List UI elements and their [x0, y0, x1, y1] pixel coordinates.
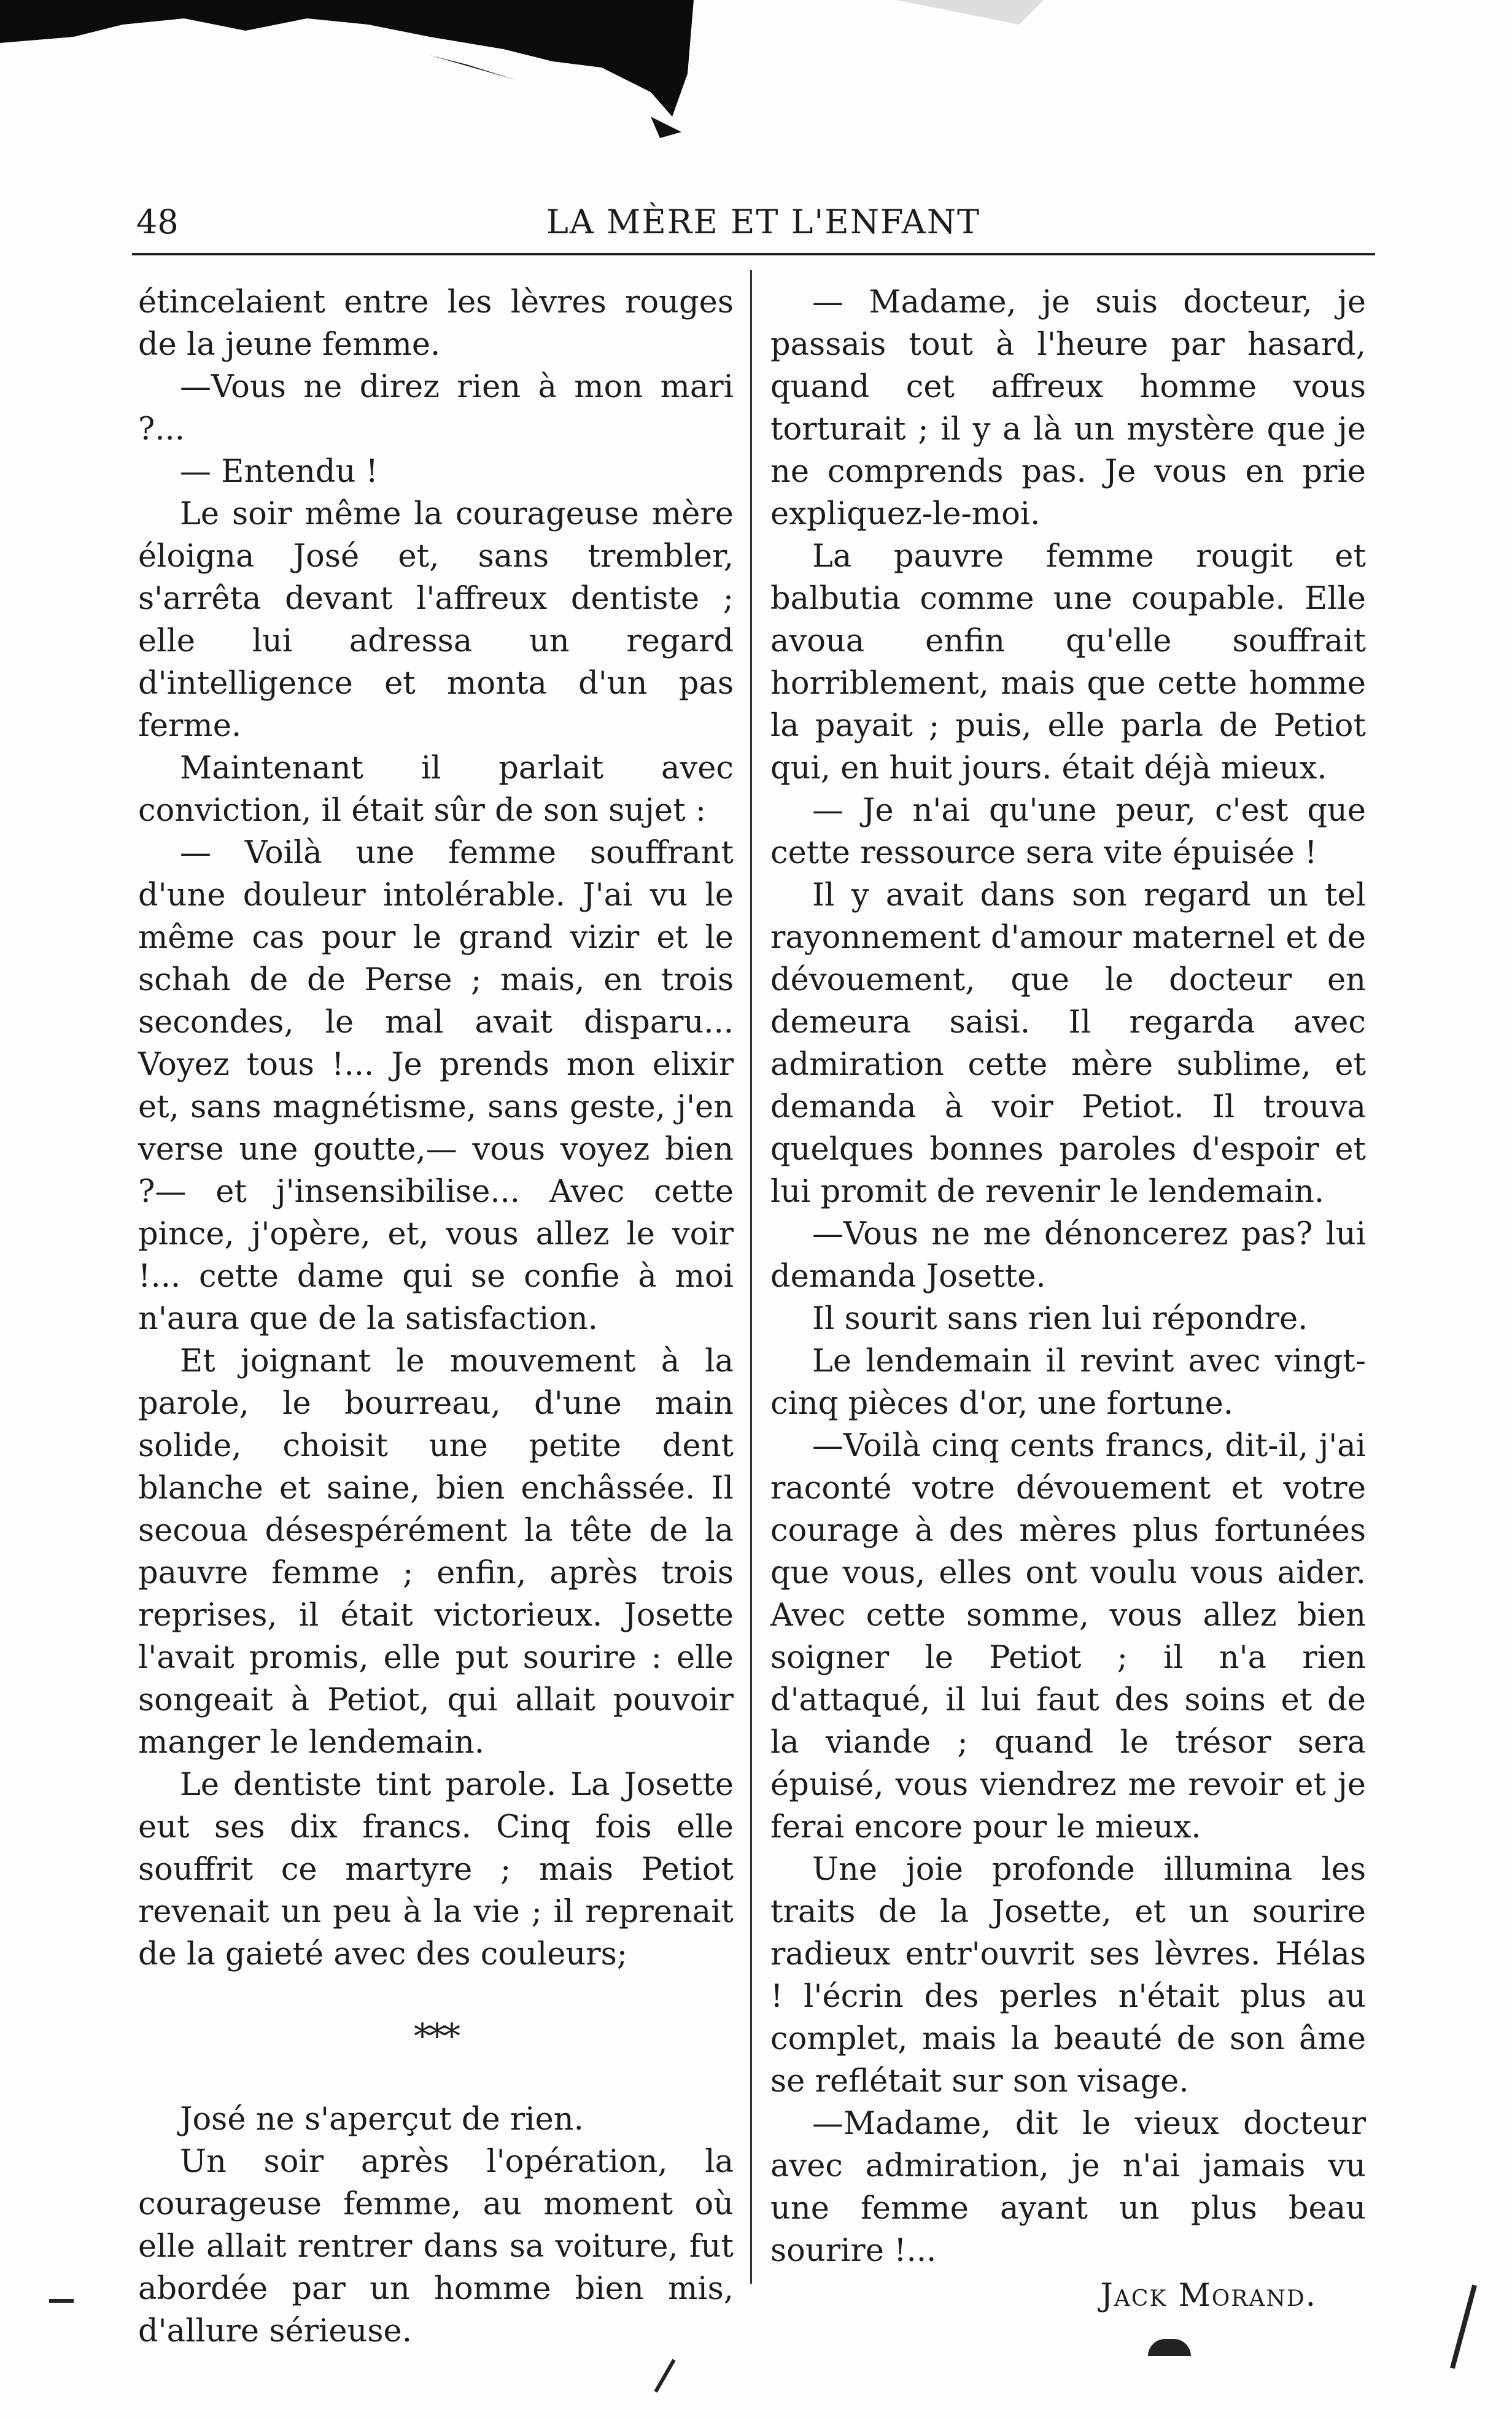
scan-speck: [1450, 2284, 1477, 2368]
paragraph: —Voilà cinq cents francs, dit-il, j'ai raconté votre dévouement et votre courage à des mères plus fortunées que vous, elles ont voulu vous aider. Avec cette somme, vous allez bien soigner le Petiot ; il n'a rien d'attaqué, il lui faut des soins et de la viande ; quand le trésor sera épuisé, vous viendrez me revoir et je ferai encore pour le mieux.: [770, 1428, 1366, 1845]
paragraph: Il sourit sans rien lui répondre.: [812, 1301, 1308, 1337]
right-column: [770, 281, 1366, 2317]
scan-speck: [654, 2359, 675, 2393]
paragraph: Un soir après l'opération, la courageuse femme, au moment où elle allait rentrer dans sa voiture, fut abordée par un homme bien mis, d'allure sérieuse.: [138, 2144, 734, 2349]
paragraph: — Voilà une femme souffrant d'une douleur intolérable. J'ai vu le même cas pour le grand vizir et le schah de de Perse ; mais, en trois secondes, le mal avait disparu... Voyez tous !... Je prends mon elixir et, sans magnétisme, sans geste, j'en verse une goutte,— vous voyez bien ?— et j'insensibilise... Avec cette pince, j'opère, et, vous allez le voir !... cette dame qui se confie à moi n'aura que de la satisfaction.: [138, 835, 734, 1337]
paragraph: — Entendu !: [180, 454, 379, 490]
paragraph: Le soir même la courageuse mère éloigna José et, sans trembler, s'arrêta devant l'affreux dentiste ; elle lui adressa un regard d'intelligence et monta d'un pas ferme.: [138, 496, 734, 744]
paragraph: Il y avait dans son regard un tel rayonnement d'amour maternel et de dévouement, que le docteur en demeura saisi. Il regarda avec admiration cette mère sublime, et demanda à voir Petiot. Il trouva quelques bonnes paroles d'espoir et lui promit de revenir le lendemain.: [770, 877, 1366, 1210]
page-number: 48: [136, 203, 179, 241]
author-signature: Jack Morand.: [1100, 2278, 1317, 2314]
paragraph: — Madame, je suis docteur, je passais tout à l'heure par hasard, quand cet affreux homme vous torturait ; il y a là un mystère que je ne comprends pas. Je vous en prie expliquez-le-moi.: [770, 284, 1366, 532]
paragraph: —Vous ne me dénoncerez pas? lui demanda Josette.: [770, 1216, 1366, 1295]
torn-page-top: [0, 0, 1512, 184]
running-title: LA MÈRE ET L'ENFANT: [546, 203, 980, 241]
paragraph: —Madame, dit le vieux docteur avec admiration, je n'ai jamais vu une femme ayant un plus beau sourire !...: [770, 2106, 1366, 2269]
section-break-asterism: ***: [414, 2017, 458, 2057]
paragraph: La pauvre femme rougit et balbutia comme une coupable. Elle avoua enfin qu'elle souffrait horriblement, mais que cette homme la payait ; puis, elle parla de Petiot qui, en huit jours. était déjà mieux.: [770, 538, 1366, 786]
paragraph: José ne s'aperçut de rien.: [180, 2101, 584, 2138]
paragraph: Maintenant il parlait avec conviction, il était sûr de son sujet :: [138, 750, 734, 829]
paragraph: —Vous ne direz rien à mon mari ?...: [138, 369, 734, 448]
paragraph: Une joie profonde illumina les traits de la Josette, et un sourire radieux entr'ouvrit ses lèvres. Hélas ! l'écrin des perles n'était plus au complet, mais la beauté de son âme se reflétait sur son visage.: [770, 1852, 1366, 2100]
column-divider: [750, 270, 752, 2284]
paragraph: étincelaient entre les lèvres rouges de la jeune femme.: [138, 284, 734, 363]
paragraph: Et joignant le mouvement à la parole, le bourreau, d'une main solide, choisit une petite dent blanche et saine, bien enchâssée. Il secoua désespérément la tête de la pauvre femme ; enfin, après trois reprises, il était victorieux. Josette l'avait promis, elle put sourire : elle songeait à Petiot, qui allait pouvoir manger le lendemain.: [138, 1343, 734, 1761]
scan-speck: [1148, 2339, 1191, 2356]
scan-speck: [49, 2299, 74, 2303]
paragraph: — Je n'ai qu'une peur, c'est que cette ressource sera vite épuisée !: [770, 793, 1366, 871]
paragraph: Le lendemain il revint avec vingt-cinq pièces d'or, une fortune.: [770, 1343, 1366, 1422]
left-column: [138, 281, 734, 2352]
paragraph: Le dentiste tint parole. La Josette eut ses dix francs. Cinq fois elle souffrit ce martyre ; mais Petiot revenait un peu à la vie ; il reprenait de la gaieté avec des couleurs;: [138, 1767, 734, 1972]
header-rule: [132, 253, 1375, 255]
